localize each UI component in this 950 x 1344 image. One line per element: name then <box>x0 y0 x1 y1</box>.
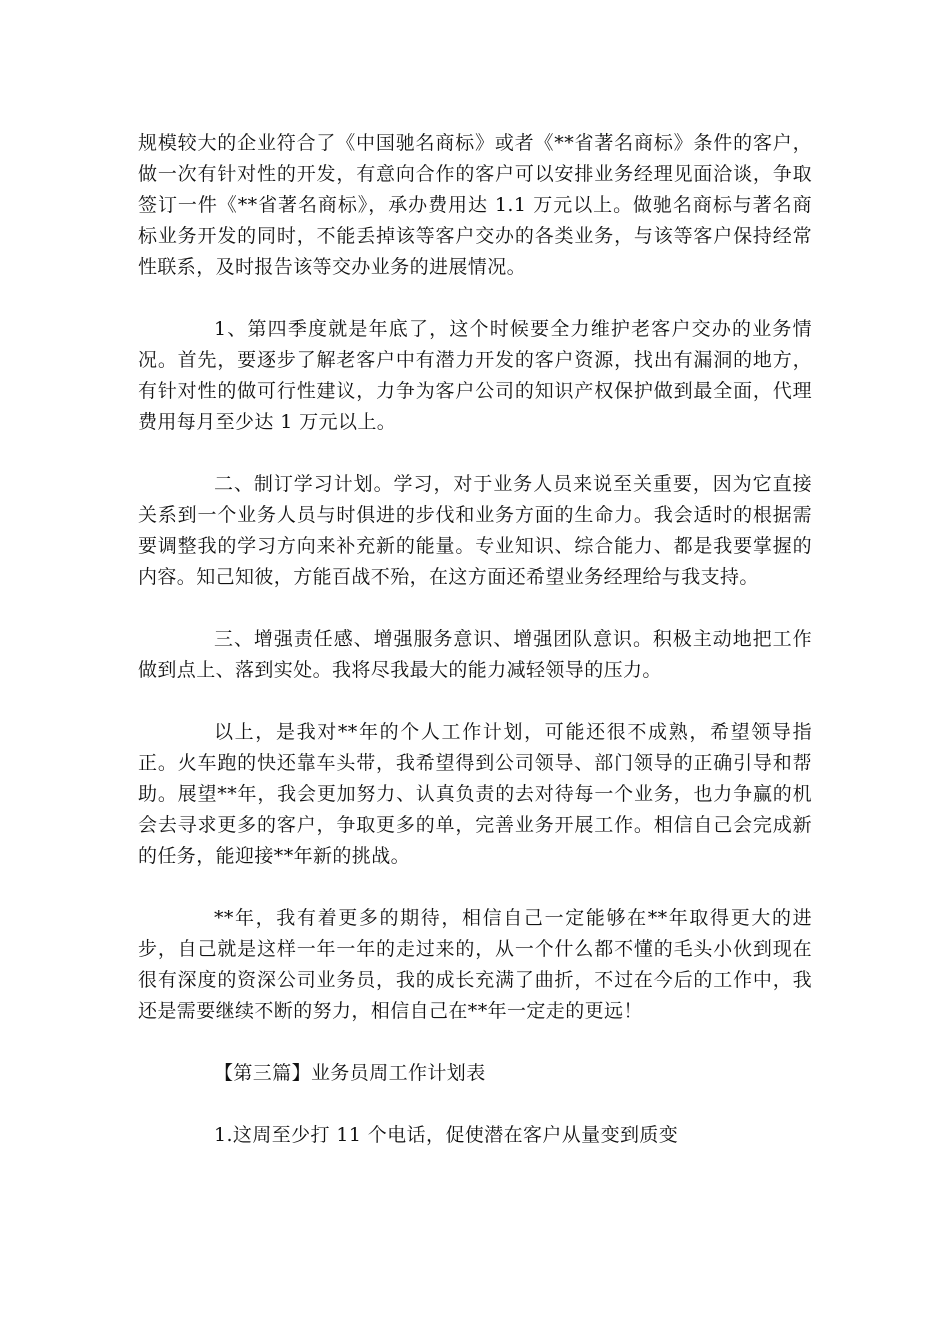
paragraph-q4-old-clients: 1、第四季度就是年底了，这个时候要全力维护老客户交办的业务情况。首先，要逐步了解老客户中有潜力开发的客户资源，找出有漏洞的地方，有针对性的做可行性建议，力争为客户公司的知识产权保护做到最全面，代理费用每月至少达 1 万元以上。 <box>138 318 812 433</box>
list-item-weekly-calls: 1.这周至少打 11 个电话，促使潜在客户从量变到质变 <box>214 1124 679 1146</box>
document-body <box>138 128 812 1151</box>
paragraph-expectations: **年，我有着更多的期待，相信自己一定能够在**年取得更大的进步，自己就是这样一年一年的走过来的，从一个什么都不懂的毛头小伙到现在很有深度的资深公司业务员，我的成长充满了曲折，不过在今后的工作中，我还是需要继续不断的努力，相信自己在**年一定走的更远！ <box>138 907 812 1022</box>
paragraph-study-plan: 二、制订学习计划。学习，对于业务人员来说至关重要，因为它直接关系到一个业务人员与时俱进的步伐和业务方面的生命力。我会适时的根据需要调整我的学习方向来补充新的能量。专业知识、综合能力、都是我要掌握的内容。知己知彼，方能百战不殆，在这方面还希望业务经理给与我支持。 <box>138 473 812 588</box>
section-heading: 【第三篇】业务员周工作计划表 <box>214 1062 486 1084</box>
paragraph-conclusion: 以上，是我对**年的个人工作计划，可能还很不成熟，希望领导指正。火车跑的快还靠车头带，我希望得到公司领导、部门领导的正确引导和帮助。展望**年，我会更加努力、认真负责的去对待每一个业务，也力争赢的机会去寻求更多的客户，争取更多的单，完善业务开展工作。相信自己会完成新的任务，能迎接**年新的挑战。 <box>138 721 812 867</box>
paragraph-responsibility: 三、增强责任感、增强服务意识、增强团队意识。积极主动地把工作做到点上、落到实处。我将尽我最大的能力减轻领导的压力。 <box>138 628 812 681</box>
paragraph-trademark-clients: 规模较大的企业符合了《中国驰名商标》或者《**省著名商标》条件的客户，做一次有针对性的开发，有意向合作的客户可以安排业务经理见面洽谈，争取签订一件《**省著名商标》，承办费用达 1.1 万元以上。做驰名商标与著名商标业务开发的同时，不能丢掉该等客户交办的各类业务，与该等客户保持经常性联系，及时报告该等交办业务的进展情况。 <box>138 132 812 278</box>
